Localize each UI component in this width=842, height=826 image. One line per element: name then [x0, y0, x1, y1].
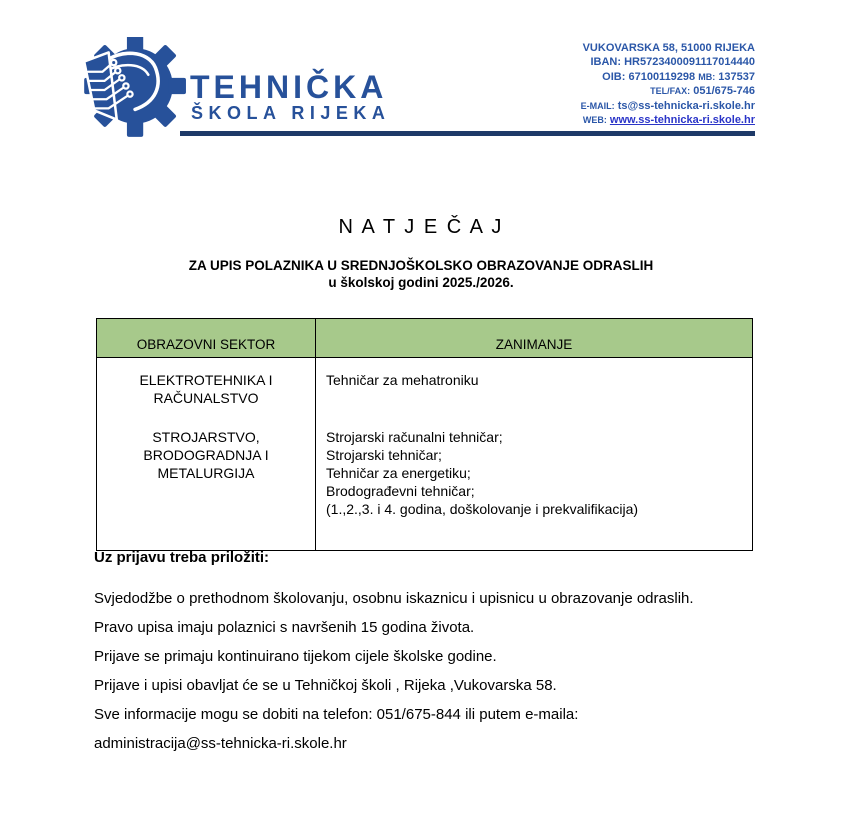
occupation-item: Strojarski tehničar; — [326, 447, 442, 463]
contact-oib-mb — [581, 70, 755, 84]
email-value: ts@ss-tehnicka-ri.skole.hr — [617, 99, 755, 112]
info-paragraph: Prijave i upisi obavljat će se u Tehničkoj školi , Rijeka ,Vukovarska 58. — [94, 677, 557, 694]
iban-value: HR5723400091117014440 — [624, 56, 755, 69]
website-link[interactable]: www.ss-tehnicka-ri.skole.hr — [609, 114, 755, 127]
sector-cell — [97, 358, 316, 551]
occupation-item: Brodograđevni tehničar; — [326, 483, 475, 499]
email-label: E-MAIL: — [580, 100, 615, 111]
sector-list — [121, 371, 291, 482]
programs-table — [96, 318, 753, 551]
column-header-sector: OBRAZOVNI SEKTOR — [97, 319, 316, 358]
logo-wordmark-title: TEHNIČKA — [190, 69, 388, 105]
oib-label: OIB: — [602, 70, 626, 83]
contact-block — [581, 41, 755, 127]
info-paragraph: administracija@ss-tehnicka-ri.skole.hr — [94, 735, 347, 752]
info-paragraph: Pravo upisa imaju polaznici s navršenih 15 godina života. — [94, 619, 475, 636]
contact-web — [581, 113, 755, 127]
page-subtitle — [0, 257, 842, 291]
contact-address: VUKOVARSKA 58, 51000 RIJEKA — [582, 42, 755, 54]
info-paragraphs — [94, 584, 694, 758]
occupation-item: Strojarski računalni tehničar; — [326, 429, 503, 445]
sector-item: STROJARSTVO, BRODOGRADNJA I METALURGIJA — [143, 429, 269, 481]
info-paragraph: Sve informacije mogu se dobiti na telefon: 051/675-844 ili putem e-maila: — [94, 706, 579, 723]
info-paragraph: Prijave se primaju kontinuirano tijekom cijele školske godine. — [94, 648, 497, 665]
oib-value: 67100119298 — [628, 70, 696, 83]
mb-value: 137537 — [718, 70, 755, 83]
occupation-cell — [316, 358, 753, 551]
occupation-list — [326, 428, 752, 518]
table-body-row — [97, 358, 753, 551]
occupation-item: (1.,2.,3. i 4. godina, doškolovanje i prekvalifikacija) — [326, 501, 639, 517]
header-divider-rule — [180, 131, 755, 136]
web-label: WEB: — [582, 115, 607, 126]
logo-wordmark-subtitle: ŠKOLA RIJEKA — [191, 103, 391, 123]
attachments-heading: Uz prijavu treba priložiti: — [94, 549, 270, 566]
info-paragraph: Svjedodžbe o prethodnom školovanju, osobnu iskaznicu i upisnicu u obrazovanje odraslih. — [94, 590, 694, 607]
iban-label: IBAN: — [590, 56, 622, 69]
contact-iban — [581, 55, 755, 69]
column-header-occupation: ZANIMANJE — [316, 319, 753, 358]
mb-label: MB: — [698, 71, 716, 82]
subtitle-line-2: u školskoj godini 2025./2026. — [328, 275, 514, 290]
occupation-item: Tehničar za mehatroniku — [326, 372, 479, 388]
telfax-value: 051/675-746 — [693, 85, 755, 98]
contact-telfax — [581, 84, 755, 98]
subtitle-line-1: ZA UPIS POLAZNIKA U SREDNJOŠKOLSKO OBRAZOVANJE ODRASLIH — [188, 258, 654, 273]
telfax-label: TEL/FAX: — [650, 86, 691, 97]
page-title: N A T J E Č A J — [338, 216, 504, 238]
sector-item: ELEKTROTEHNIKA I RAČUNALSTVO — [139, 372, 273, 406]
table-header-row — [97, 319, 753, 358]
school-gear-circuit-logo-icon — [74, 37, 188, 138]
occupation-item: Tehničar za energetiku; — [326, 465, 471, 481]
programs-table-wrapper — [96, 318, 753, 551]
contact-email — [581, 99, 755, 113]
